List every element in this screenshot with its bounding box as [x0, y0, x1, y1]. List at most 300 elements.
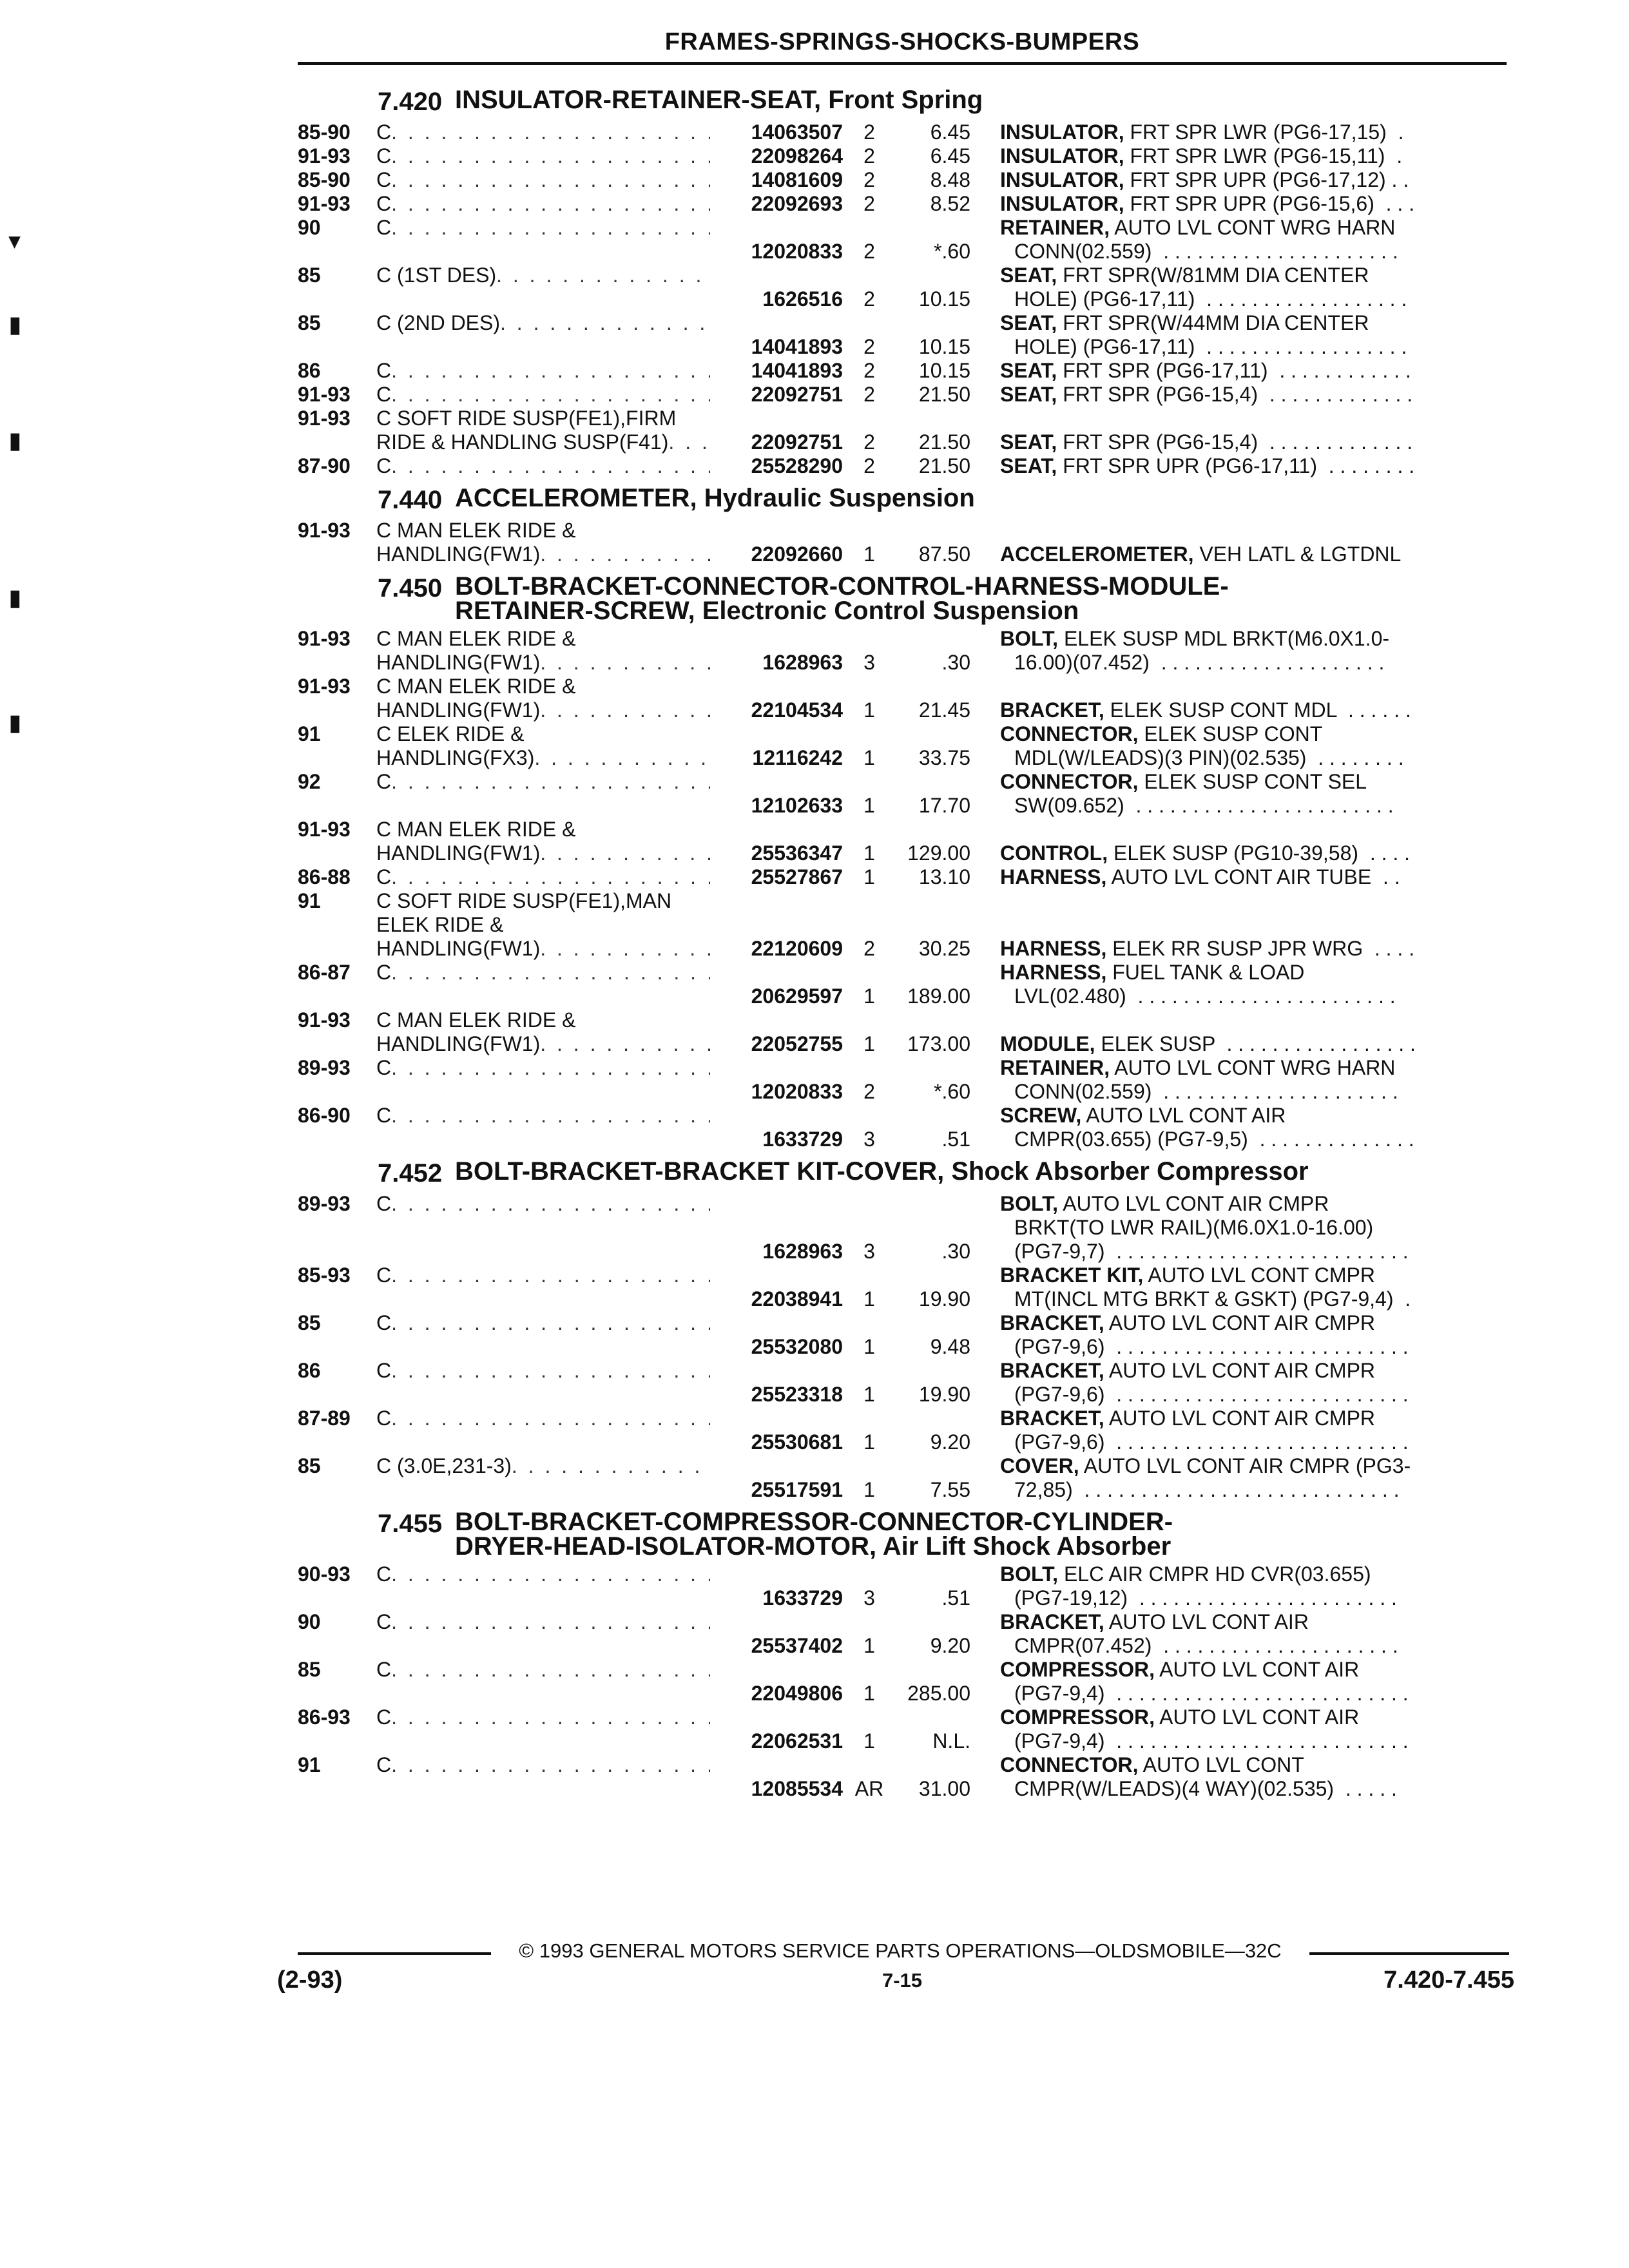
model-years: 85-90 [298, 168, 351, 191]
part-name: MODULE, [1000, 1032, 1095, 1055]
footer-bar [298, 1937, 1509, 1969]
part-name: CONTROL, [1000, 841, 1108, 865]
quantity: 1 [863, 841, 875, 865]
model-text: C [376, 1753, 392, 1776]
model-years: 90-93 [298, 1562, 351, 1586]
section-title-text: RETAINER-SCREW, [455, 597, 695, 625]
dot-leader [512, 1454, 710, 1478]
price: 6.45 [930, 144, 970, 168]
model-years: 86-90 [298, 1104, 351, 1127]
description-line: CMPR(07.452) . . . . . . . . . . . . . . . . . . . . . [1014, 1634, 1398, 1657]
model-text: C [376, 1706, 392, 1729]
section-title-line [455, 1510, 1509, 1534]
part-row [298, 144, 1509, 168]
quantity: 1 [863, 1729, 875, 1753]
part-number: 12116242 [752, 746, 843, 769]
model-application [376, 865, 710, 889]
model-years: 90 [298, 216, 321, 239]
section-title-text: BOLT-BRACKET-BRACKET KIT-COVER, [455, 1157, 945, 1186]
model-line [376, 1311, 710, 1335]
part-name: BRACKET, [1000, 698, 1104, 722]
section-title-text: DRYER-HEAD-ISOLATOR-MOTOR, [455, 1532, 877, 1561]
model-line [376, 543, 710, 566]
part-row [298, 627, 1509, 675]
section-title-line [455, 1159, 1509, 1184]
model-line [376, 865, 710, 889]
part-number: 12085534 [751, 1777, 843, 1800]
description-line: MDL(W/LEADS)(3 PIN)(02.535) . . . . . . . . [1014, 746, 1404, 769]
price: 285.00 [907, 1682, 970, 1705]
model-line [376, 1032, 710, 1056]
part-number: 12020833 [751, 1080, 843, 1103]
model-line [376, 937, 710, 961]
part-description [1000, 1753, 1509, 1801]
price: 9.48 [930, 1335, 970, 1358]
part-row [298, 216, 1509, 264]
model-text: C [376, 168, 392, 191]
footer-rule-left [298, 1952, 491, 1955]
model-text: C [376, 770, 392, 793]
binder-mark: ▮ [9, 711, 21, 735]
model-application [376, 519, 710, 566]
part-row [298, 264, 1509, 311]
part-name: CONNECTOR, [1000, 722, 1139, 745]
model-line [376, 1104, 710, 1128]
part-row [298, 383, 1509, 407]
dot-leader [391, 1610, 710, 1634]
model-application [376, 168, 710, 192]
description-line: CMPR(W/LEADS)(4 WAY)(02.535) . . . . . [1014, 1777, 1397, 1800]
dot-leader [391, 192, 710, 216]
model-years: 85 [298, 1658, 321, 1681]
model-years: 91-93 [298, 407, 351, 430]
part-row [298, 519, 1509, 566]
description-line: MODULE, ELEK SUSP . . . . . . . . . . . . . . . . . [1000, 1032, 1416, 1055]
dot-leader [391, 383, 710, 407]
part-name: CONNECTOR, [1000, 770, 1139, 793]
quantity: 1 [863, 1383, 875, 1406]
model-line [376, 192, 710, 216]
description-line: CMPR(03.655) (PG7-9,5) . . . . . . . . . . . . . . [1014, 1128, 1414, 1151]
model-application [376, 311, 710, 335]
model-application [376, 627, 710, 675]
part-number: 22062531 [751, 1729, 843, 1753]
part-description [1000, 937, 1509, 961]
part-name: HARNESS, [1000, 961, 1107, 984]
part-number: 20629597 [751, 985, 843, 1008]
part-row [298, 1359, 1509, 1407]
part-row [298, 407, 1509, 454]
model-text: C (3.0E,231-3) [376, 1454, 512, 1477]
section-header [298, 1159, 1509, 1188]
part-row [298, 1192, 1509, 1264]
dot-leader [496, 264, 710, 287]
dot-leader [540, 1032, 710, 1056]
description-line: BOLT, ELC AIR CMPR HD CVR(03.655) [1000, 1562, 1371, 1586]
model-text: RIDE & HANDLING SUSP(F41) [376, 430, 669, 454]
dot-leader [391, 961, 710, 985]
model-line: C MAN ELEK RIDE & [376, 1008, 576, 1032]
model-text: HANDLING(FW1) [376, 841, 541, 865]
parts-listing [298, 80, 1509, 1801]
part-number: 22120609 [751, 937, 843, 960]
part-name: BRACKET, [1000, 1311, 1104, 1334]
description-line: BRACKET, AUTO LVL CONT AIR CMPR [1000, 1311, 1376, 1334]
part-row [298, 961, 1509, 1008]
section-block [298, 1159, 1509, 1502]
part-name: SEAT, [1000, 264, 1057, 287]
dot-leader [540, 543, 710, 566]
part-name: SEAT, [1000, 311, 1057, 334]
section-title-line [455, 486, 1509, 510]
model-application [376, 675, 710, 722]
description-line: CONNECTOR, ELEK SUSP CONT SEL [1000, 770, 1367, 793]
part-row [298, 1753, 1509, 1801]
model-line: C SOFT RIDE SUSP(FE1),FIRM [376, 407, 677, 430]
quantity: 1 [863, 1287, 875, 1311]
price: 13.10 [918, 865, 970, 889]
part-description [1000, 168, 1509, 192]
part-description [1000, 1311, 1509, 1359]
model-text: C [376, 454, 392, 477]
part-name: SEAT, [1000, 454, 1057, 477]
dot-leader [391, 144, 710, 168]
description-line: SCREW, AUTO LVL CONT AIR [1000, 1104, 1286, 1127]
model-line [376, 1407, 710, 1430]
part-description [1000, 430, 1509, 454]
model-application [376, 407, 710, 454]
model-line [376, 1610, 710, 1634]
model-years: 91 [298, 1753, 321, 1776]
part-number: 14081609 [751, 168, 843, 191]
part-row [298, 1706, 1509, 1753]
part-number: 25523318 [751, 1383, 843, 1406]
model-text: C [376, 383, 392, 406]
part-name: BRACKET, [1000, 1359, 1104, 1382]
quantity: 2 [863, 287, 875, 311]
part-number: 25528290 [751, 454, 843, 477]
section-number: 7.450 [378, 574, 443, 602]
part-row [298, 675, 1509, 722]
part-description [1000, 1562, 1509, 1610]
model-years: 91-93 [298, 144, 351, 168]
section-number: 7.455 [378, 1510, 443, 1538]
model-application [376, 1008, 710, 1056]
model-line: C MAN ELEK RIDE & [376, 627, 576, 650]
part-description [1000, 144, 1509, 168]
section-header [298, 88, 1509, 117]
section-title [455, 486, 1509, 510]
part-row [298, 1610, 1509, 1658]
dot-leader [391, 1562, 710, 1586]
model-line: C SOFT RIDE SUSP(FE1),MAN [376, 889, 672, 912]
footer-page-number: 7-15 [882, 1969, 923, 1992]
part-name: BRACKET, [1000, 1407, 1104, 1430]
model-application [376, 818, 710, 865]
part-description [1000, 1104, 1509, 1151]
model-line [376, 698, 710, 722]
model-application [376, 1192, 710, 1216]
part-row [298, 1562, 1509, 1610]
description-line: BRACKET, AUTO LVL CONT AIR [1000, 1610, 1309, 1633]
section-title-text: BOLT-BRACKET-COMPRESSOR-CONNECTOR-CYLINDER- [455, 1508, 1173, 1536]
description-line: SEAT, FRT SPR(W/44MM DIA CENTER [1000, 311, 1369, 334]
footer-date-code: (2-93) [277, 1966, 343, 1994]
model-application [376, 889, 710, 961]
model-years: 91-93 [298, 383, 351, 406]
model-line [376, 120, 710, 144]
quantity: 2 [863, 144, 875, 168]
model-text: C [376, 1562, 392, 1586]
model-years: 85 [298, 311, 321, 334]
part-row [298, 1104, 1509, 1151]
part-description [1000, 1192, 1509, 1264]
description-line: 16.00)(07.452) . . . . . . . . . . . . . . . . . . . . [1014, 651, 1385, 674]
model-years: 85-93 [298, 1264, 351, 1287]
model-years: 85 [298, 1311, 321, 1334]
dot-leader [500, 311, 710, 335]
model-application [376, 216, 710, 240]
part-row [298, 818, 1509, 865]
section-title [455, 88, 1509, 112]
part-name: COVER, [1000, 1454, 1079, 1477]
model-application [376, 359, 710, 383]
description-line: LVL(02.480) . . . . . . . . . . . . . . . . . . . . . . . [1014, 985, 1396, 1008]
section-subtitle: Electronic Control Suspension [702, 597, 1079, 625]
model-application [376, 1562, 710, 1586]
description-line: SEAT, FRT SPR (PG6-17,11) . . . . . . . . . . . . [1000, 359, 1411, 382]
description-line: (PG7-9,7) . . . . . . . . . . . . . . . . . . . . . . . . . . [1014, 1240, 1409, 1263]
section-title [455, 1159, 1509, 1184]
part-description [1000, 454, 1509, 478]
part-number: 22092693 [751, 192, 843, 215]
price: 21.50 [918, 430, 970, 454]
part-number: 1626516 [762, 287, 843, 311]
description-line: (PG7-9,6) . . . . . . . . . . . . . . . . . . . . . . . . . . [1014, 1430, 1409, 1454]
model-text: C [376, 1610, 392, 1633]
model-years: 91-93 [298, 818, 351, 841]
footer-copyright: © 1993 GENERAL MOTORS SERVICE PARTS OPERATIONS—OLDSMOBILE—32C [519, 1939, 1282, 1962]
model-application [376, 1104, 710, 1128]
part-row [298, 1056, 1509, 1104]
part-name: SEAT, [1000, 383, 1057, 406]
description-line: 72,85) . . . . . . . . . . . . . . . . . . . . . . . . . . . . [1014, 1478, 1400, 1501]
price: 21.50 [918, 383, 970, 406]
model-years: 85 [298, 264, 321, 287]
model-line [376, 454, 710, 478]
part-number: 14063507 [751, 120, 843, 144]
part-row [298, 1454, 1509, 1502]
section-title [455, 1510, 1509, 1559]
model-years: 85 [298, 1454, 321, 1477]
model-application [376, 1610, 710, 1634]
description-line: BRACKET KIT, AUTO LVL CONT CMPR [1000, 1264, 1375, 1287]
binder-mark: ▮ [9, 428, 21, 453]
description-line: BRKT(TO LWR RAIL)(M6.0X1.0-16.00) [1014, 1216, 1374, 1239]
part-name: INSULATOR, [1000, 120, 1124, 144]
model-application [376, 1658, 710, 1682]
model-years: 86-87 [298, 961, 351, 984]
model-text: C [376, 216, 392, 239]
part-name: INSULATOR, [1000, 168, 1124, 191]
section-subtitle: Front Spring [828, 86, 983, 114]
dot-leader [391, 1407, 710, 1430]
description-line: INSULATOR, FRT SPR UPR (PG6-15,6) . . . [1000, 192, 1415, 215]
part-description [1000, 359, 1509, 383]
price: N.L. [932, 1729, 970, 1753]
part-number: 25536347 [751, 841, 843, 865]
part-description [1000, 1454, 1509, 1502]
part-name: COMPRESSOR, [1000, 1658, 1155, 1681]
description-line: COVER, AUTO LVL CONT AIR CMPR (PG3- [1000, 1454, 1411, 1477]
description-line: BRACKET, AUTO LVL CONT AIR CMPR [1000, 1407, 1376, 1430]
part-row [298, 168, 1509, 192]
price: 10.15 [918, 287, 970, 311]
binder-mark: ▮ [9, 586, 21, 610]
description-line: INSULATOR, FRT SPR LWR (PG6-15,11) . [1000, 144, 1403, 168]
model-line [376, 746, 710, 770]
dot-leader [668, 430, 710, 454]
section-block [298, 486, 1509, 566]
part-name: HARNESS, [1000, 937, 1107, 960]
part-description [1000, 865, 1509, 889]
binder-mark: ▮ [9, 312, 21, 337]
quantity: 1 [863, 1430, 875, 1454]
model-years: 87-89 [298, 1407, 351, 1430]
quantity: 2 [863, 359, 875, 382]
model-years: 91-93 [298, 675, 351, 698]
price: .30 [941, 651, 970, 674]
part-row [298, 1658, 1509, 1706]
price: 9.20 [930, 1634, 970, 1657]
dot-leader [391, 770, 710, 794]
section-header [298, 486, 1509, 515]
model-line [376, 1706, 710, 1729]
dot-leader [540, 698, 710, 722]
quantity: 1 [863, 1032, 875, 1055]
model-line [376, 1562, 710, 1586]
part-description [1000, 961, 1509, 1008]
part-row [298, 311, 1509, 359]
model-line: ELEK RIDE & [376, 913, 504, 936]
part-description [1000, 841, 1509, 865]
description-line: SEAT, FRT SPR (PG6-15,4) . . . . . . . . . . . . . [1000, 383, 1413, 406]
description-line: SEAT, FRT SPR UPR (PG6-17,11) . . . . . . . . [1000, 454, 1415, 477]
model-years: 91-93 [298, 1008, 351, 1032]
dot-leader [391, 1311, 710, 1335]
description-line: CONN(02.559) . . . . . . . . . . . . . . . . . . . . . [1014, 1080, 1398, 1103]
model-application [376, 1311, 710, 1335]
quantity: 2 [863, 454, 875, 477]
dot-leader [391, 168, 710, 192]
model-application [376, 144, 710, 168]
part-name: BOLT, [1000, 1192, 1059, 1215]
price: .51 [941, 1586, 970, 1610]
model-application [376, 722, 710, 770]
description-line: HARNESS, ELEK RR SUSP JPR WRG . . . . [1000, 937, 1415, 960]
part-row [298, 192, 1509, 216]
model-text: C [376, 1104, 392, 1127]
description-line: (PG7-9,4) . . . . . . . . . . . . . . . . . . . . . . . . . . [1014, 1682, 1409, 1705]
dot-leader [391, 216, 710, 240]
binder-mark: ▾ [9, 229, 21, 253]
footer-section-range: 7.420-7.455 [1383, 1966, 1514, 1994]
section-title-line [455, 88, 1509, 112]
price: 87.50 [918, 543, 970, 566]
model-line [376, 144, 710, 168]
model-text: C [376, 1407, 392, 1430]
model-text: C [376, 192, 392, 215]
price: 31.00 [918, 1777, 970, 1800]
model-line [376, 1359, 710, 1383]
section-subtitle: Hydraulic Suspension [704, 484, 975, 512]
description-line: INSULATOR, FRT SPR UPR (PG6-17,12) . . [1000, 168, 1409, 191]
quantity: 2 [863, 168, 875, 191]
description-line: COMPRESSOR, AUTO LVL CONT AIR [1000, 1706, 1360, 1729]
quantity: 3 [863, 1240, 875, 1263]
model-line: C MAN ELEK RIDE & [376, 519, 576, 542]
dot-leader [540, 651, 710, 675]
part-description [1000, 1264, 1509, 1311]
part-name: SEAT, [1000, 430, 1057, 454]
model-line [376, 1264, 710, 1287]
price: 21.45 [918, 698, 970, 722]
model-years: 91 [298, 889, 321, 912]
model-line [376, 1753, 710, 1777]
part-row [298, 865, 1509, 889]
model-application [376, 1753, 710, 1777]
part-name: COMPRESSOR, [1000, 1706, 1155, 1729]
price: 10.15 [918, 335, 970, 358]
part-number: 12020833 [751, 240, 843, 263]
model-text: C [376, 359, 392, 382]
description-line: CONNECTOR, ELEK SUSP CONT [1000, 722, 1323, 745]
quantity: 1 [863, 794, 875, 817]
model-application [376, 120, 710, 144]
model-line: C ELEK RIDE & [376, 722, 525, 745]
part-row [298, 1264, 1509, 1311]
price: 7.55 [930, 1478, 970, 1501]
description-line: HARNESS, FUEL TANK & LOAD [1000, 961, 1305, 984]
description-line: (PG7-9,6) . . . . . . . . . . . . . . . . . . . . . . . . . . [1014, 1383, 1409, 1406]
dot-leader [391, 454, 710, 478]
price: 9.20 [930, 1430, 970, 1454]
quantity: 1 [863, 698, 875, 722]
price: *.60 [934, 240, 970, 263]
model-text: C [376, 865, 392, 889]
model-application [376, 770, 710, 794]
model-text: C [376, 961, 392, 984]
part-number: 12102633 [751, 794, 843, 817]
price: 19.90 [918, 1383, 970, 1406]
description-line: BOLT, ELEK SUSP MDL BRKT(M6.0X1.0- [1000, 627, 1390, 650]
dot-leader [391, 865, 710, 889]
dot-leader [391, 1264, 710, 1287]
model-years: 92 [298, 770, 321, 793]
quantity: 2 [863, 120, 875, 144]
part-number: 25517591 [751, 1478, 843, 1501]
section-number: 7.420 [378, 88, 443, 116]
quantity: 1 [863, 865, 875, 889]
model-years: 87-90 [298, 454, 351, 477]
model-application [376, 383, 710, 407]
model-line [376, 961, 710, 985]
price: 17.70 [918, 794, 970, 817]
part-description [1000, 1056, 1509, 1104]
model-years: 86-88 [298, 865, 351, 889]
section-title-text: INSULATOR-RETAINER-SEAT, [455, 86, 822, 114]
description-line: (PG7-19,12) . . . . . . . . . . . . . . . . . . . . . . . [1014, 1586, 1397, 1610]
